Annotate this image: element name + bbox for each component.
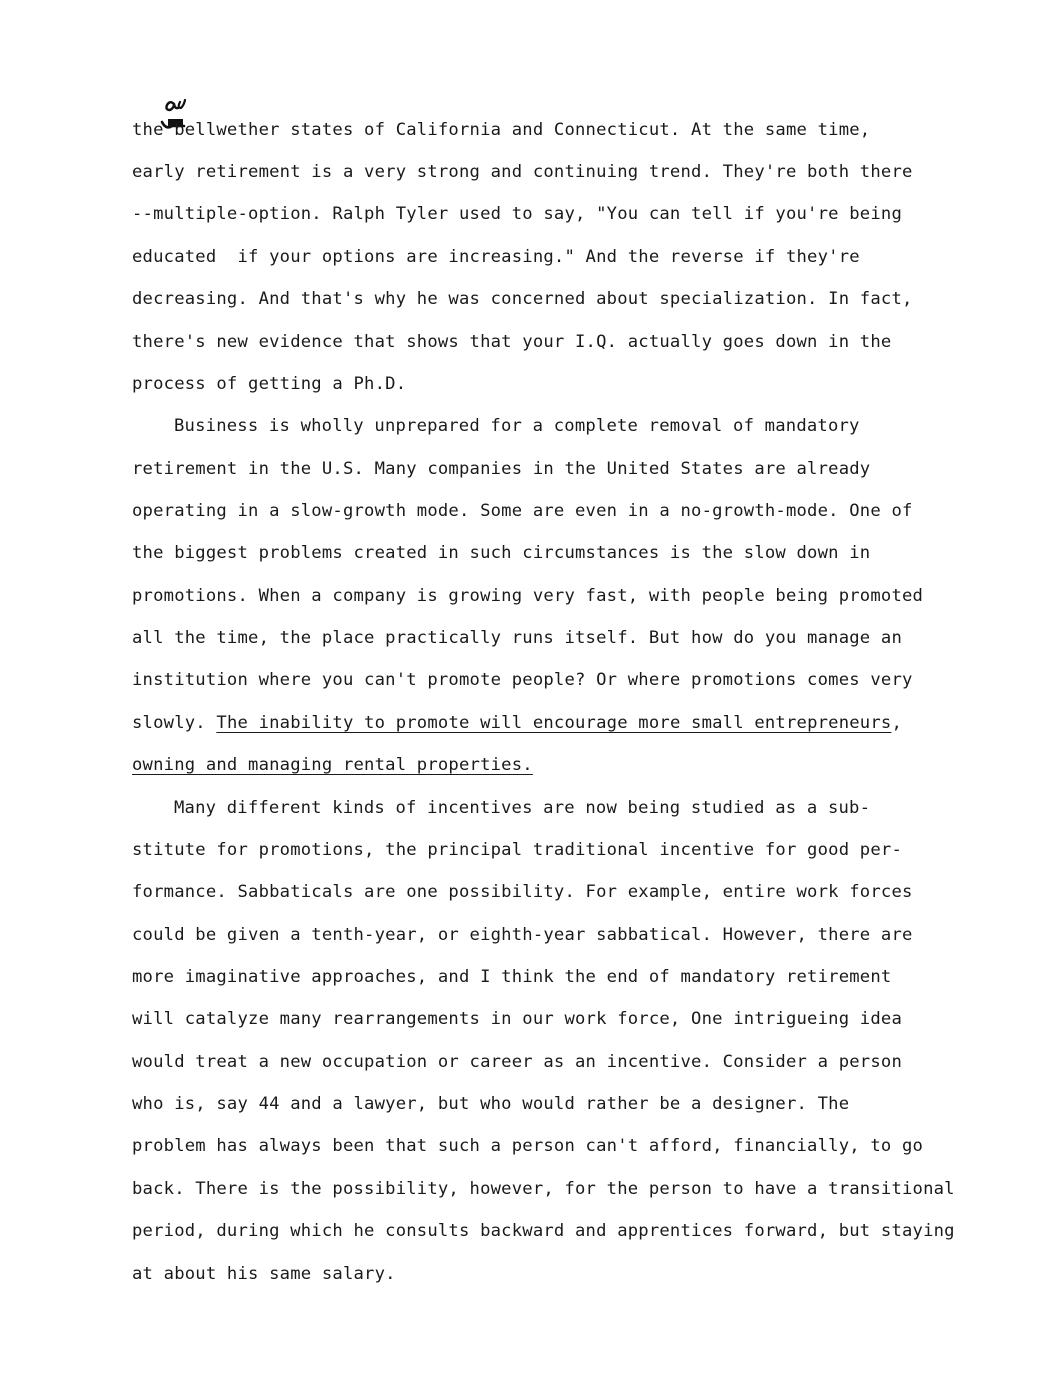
paragraph-3-line-12: at about his same salary. — [132, 1264, 396, 1284]
paragraph-2-line-1: Business is wholly unprepared for a complete removal of mandatory — [174, 416, 860, 436]
paragraph-2-line-5: promotions. When a company is growing very fast, with people being promoted — [132, 586, 924, 606]
line-8-tail: , — [891, 713, 903, 733]
paragraph-3-line-7: would treat a new occupation or career as an incentive. Consider a person — [132, 1052, 902, 1072]
paragraph-3-line-5: more imaginative approaches, and I think the end of mandatory retirement — [132, 967, 892, 987]
paragraph-2-line-9 — [132, 754, 533, 776]
paragraph-1-line-4: educated if your options are increasing." And the reverse if they're — [132, 247, 860, 267]
paragraph-3-line-6: will catalyze many rearrangements in our work force, One intrigueing idea — [132, 1009, 902, 1029]
paragraph-3-line-10: back. There is the possibility, however, for the person to have a transitional — [132, 1179, 955, 1199]
paragraph-3-line-2: stitute for promotions, the principal traditional incentive for good per- — [132, 840, 902, 860]
paragraph-3-line-4: could be given a tenth-year, or eighth-year sabbatical. However, there are — [132, 925, 913, 945]
paragraph-2-line-3: operating in a slow-growth mode. Some are even in a no-growth-mode. One of — [132, 501, 913, 521]
paragraph-1-line-7: process of getting a Ph.D. — [132, 374, 407, 394]
underlined-sentence-part-1: The inability to promote will encourage more small entrepreneurs — [216, 713, 892, 733]
paragraph-2-line-8 — [132, 712, 902, 734]
line-8-plain-text: slowly. — [132, 713, 217, 733]
paragraph-3-line-8: who is, say 44 and a lawyer, but who would rather be a designer. The — [132, 1094, 850, 1114]
paragraph-1-line-1: the bellwether states of California and Connecticut. At the same time, — [132, 120, 871, 140]
paragraph-3-line-11: period, during which he consults backward and apprentices forward, but staying — [132, 1221, 955, 1241]
paragraph-1-line-3: --multiple-option. Ralph Tyler used to say, "You can tell if you're being — [132, 204, 902, 224]
paragraph-2-line-4: the biggest problems created in such circumstances is the slow down in — [132, 543, 871, 563]
paragraph-3-line-3: formance. Sabbaticals are one possibility. For example, entire work forces — [132, 882, 913, 902]
paragraph-1-line-2: early retirement is a very strong and continuing trend. They're both there — [132, 162, 913, 182]
paragraph-2-line-7: institution where you can't promote people? Or where promotions comes very — [132, 670, 913, 690]
paragraph-1-line-5: decreasing. And that's why he was concerned about specialization. In fact, — [132, 289, 913, 309]
underlined-sentence-part-2: owning and managing rental properties. — [132, 755, 533, 775]
paragraph-3-line-9: problem has always been that such a person can't afford, financially, to go — [132, 1136, 924, 1156]
paragraph-3-line-1: Many different kinds of incentives are now being studied as a sub- — [174, 798, 871, 818]
paragraph-1-line-6: there's new evidence that shows that your I.Q. actually goes down in the — [132, 332, 892, 352]
paragraph-2-line-6: all the time, the place practically runs itself. But how do you manage an — [132, 628, 902, 648]
paragraph-2-line-2: retirement in the U.S. Many companies in the United States are already — [132, 459, 871, 479]
